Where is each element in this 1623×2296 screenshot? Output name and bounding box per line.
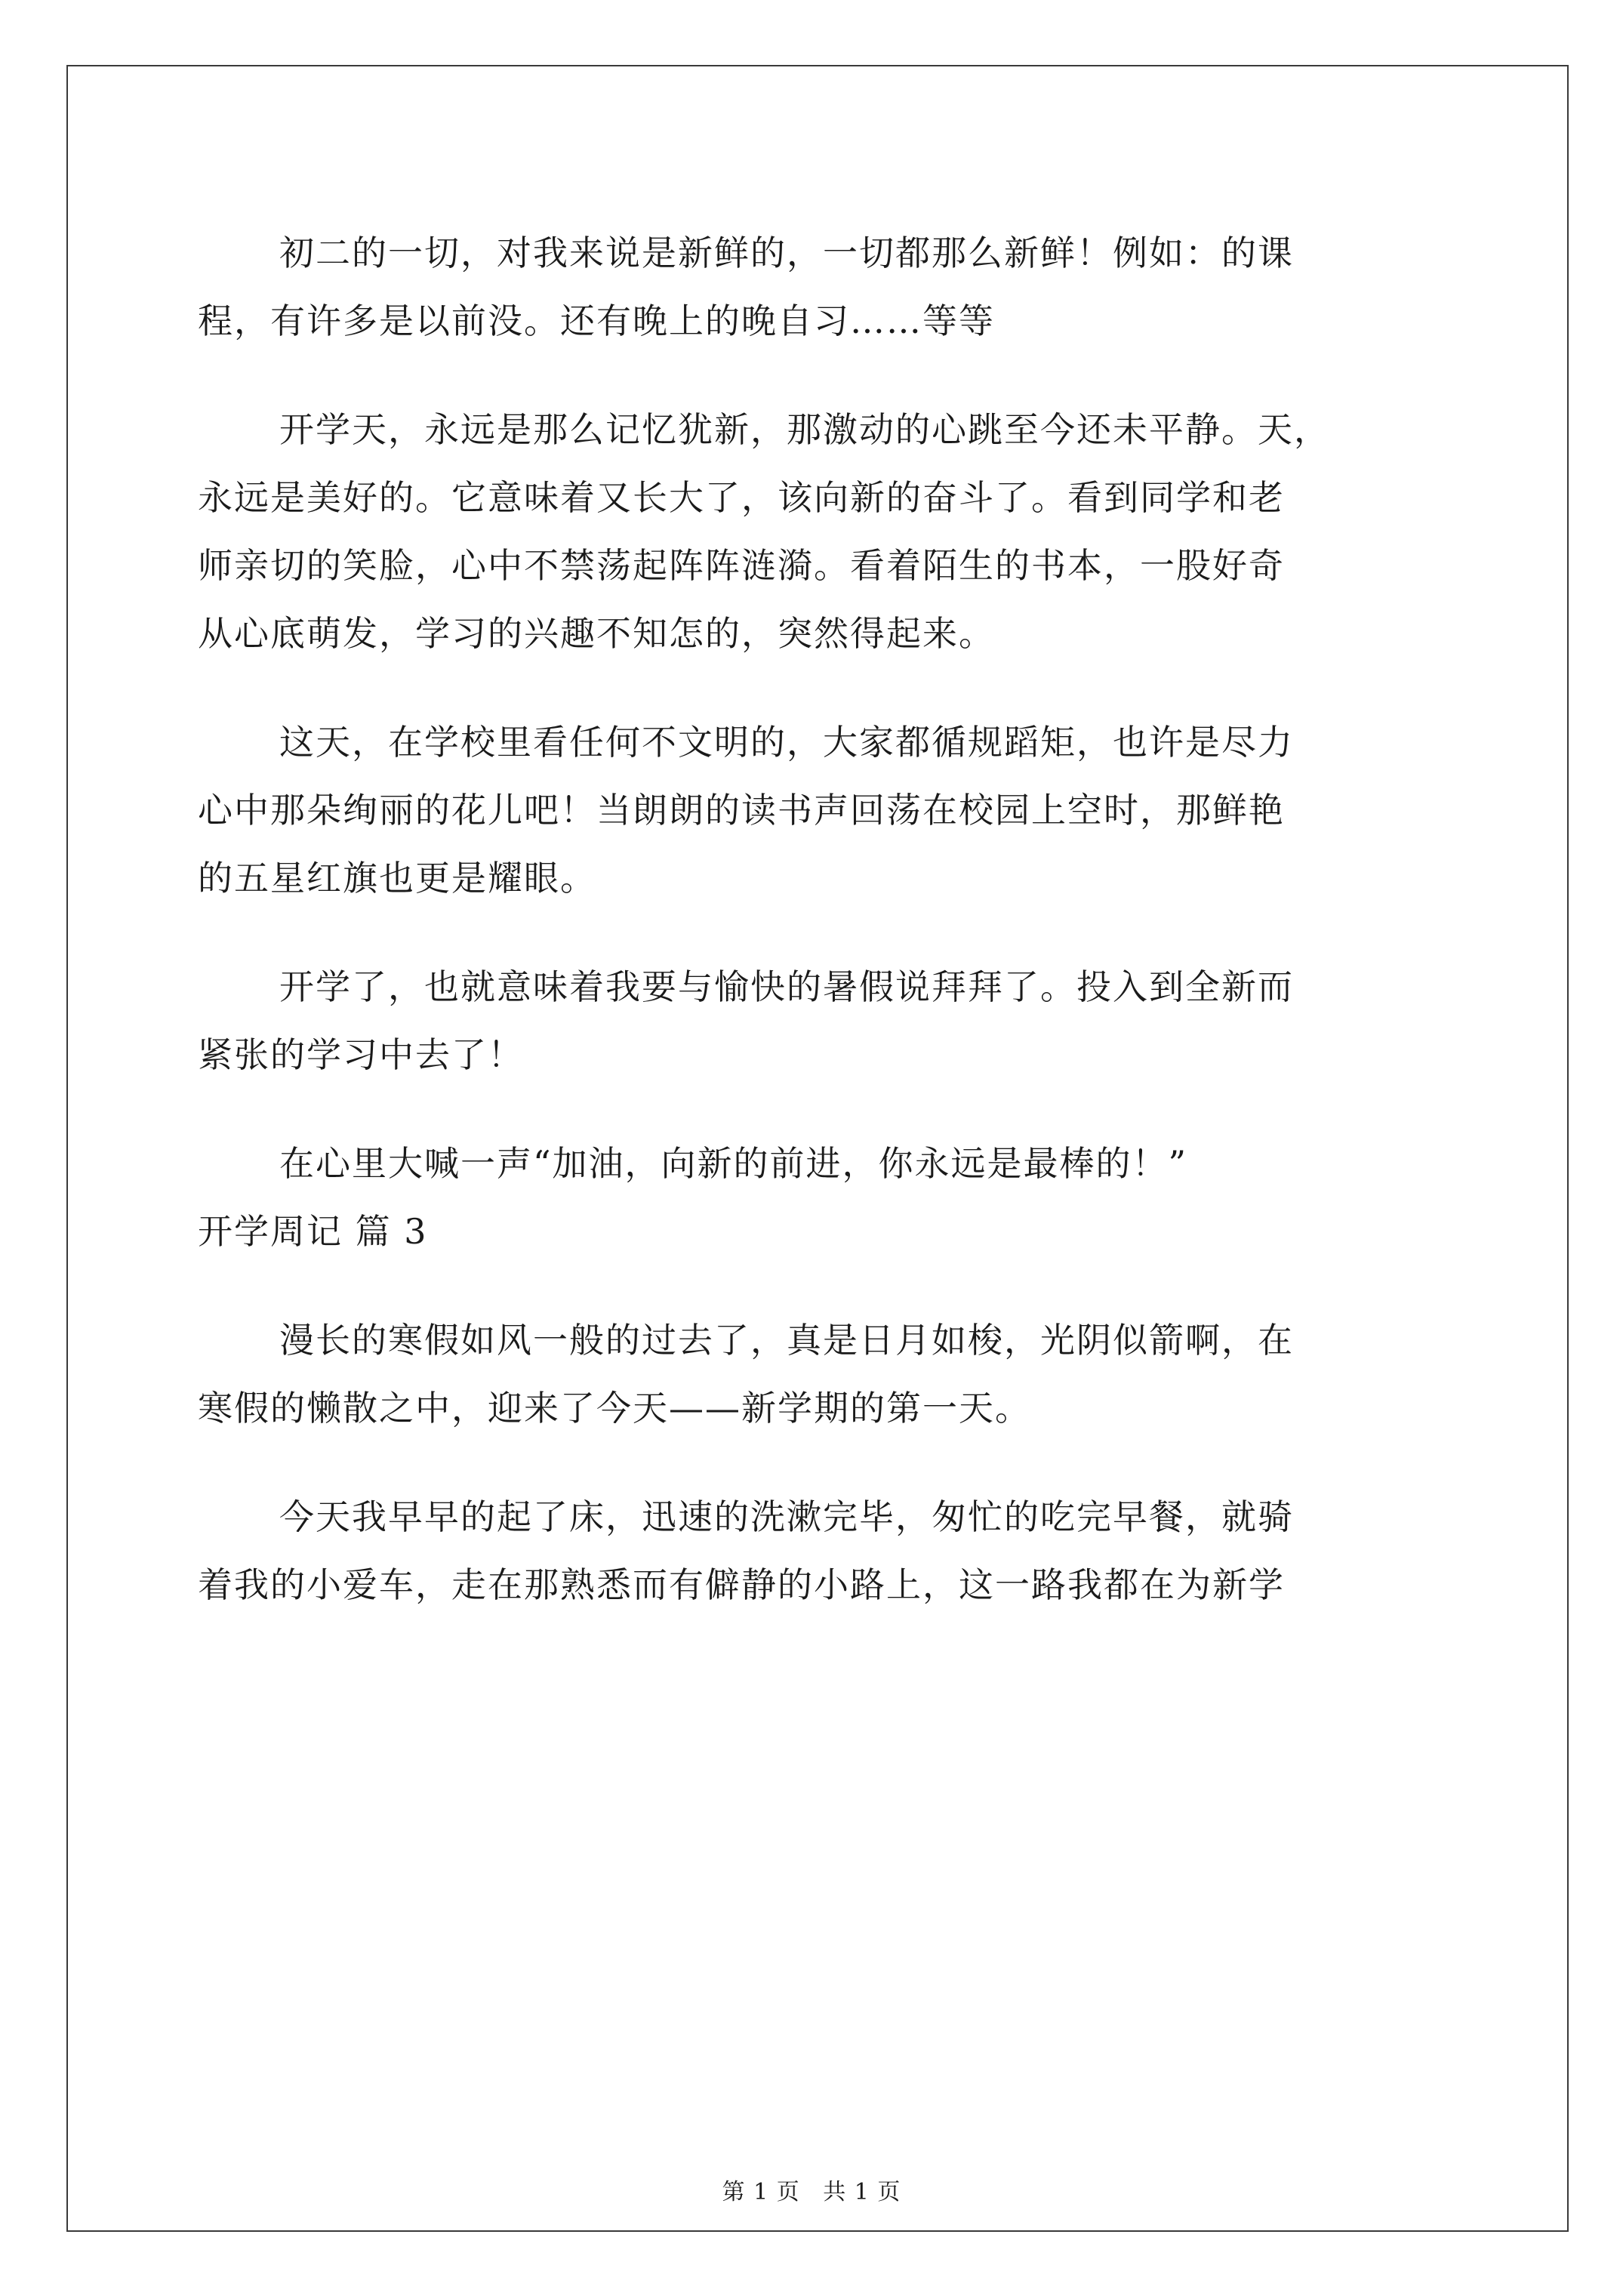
paragraph-2 <box>198 396 1436 667</box>
paragraph-line: 心中那朵绚丽的花儿吧！当朗朗的读书声回荡在校园上空时，那鲜艳 <box>198 790 1285 831</box>
paragraph-line: 初二的一切，对我来说是新鲜的，一切都那么新鲜！例如：的课 <box>279 233 1294 273</box>
paragraph-line: 寒假的懒散之中，迎来了今天——新学期的第一天。 <box>198 1388 1031 1428</box>
paragraph-line: 开学天，永远是那么记忆犹新，那激动的心跳至今还未平静。天， <box>279 409 1330 450</box>
page-total: 共 1 页 <box>823 2179 901 2205</box>
paragraph-line: 程，有许多是以前没。还有晚上的晚自习……等等 <box>198 300 995 341</box>
paragraph-line: 的五星红旗也更是耀眼。 <box>198 858 596 898</box>
paragraph-line: 今天我早早的起了床，迅速的洗漱完毕，匆忙的吃完早餐，就骑 <box>279 1496 1294 1537</box>
document-body <box>198 219 1436 1619</box>
paragraph-5 <box>198 1130 1436 1197</box>
paragraph-line: 永远是美好的。它意味着又长大了，该向新的奋斗了。看到同学和老 <box>198 477 1285 518</box>
paragraph-line: 这天，在学校里看任何不文明的，大家都循规蹈矩，也许是尽力 <box>279 722 1294 763</box>
paragraph-line: 紧张的学习中去了！ <box>198 1034 524 1075</box>
paragraph-line: 着我的小爱车，走在那熟悉而有僻静的小路上，这一路我都在为新学 <box>198 1564 1285 1605</box>
paragraph-line: 师亲切的笑脸，心中不禁荡起阵阵涟漪。看着陌生的书本，一股好奇 <box>198 545 1285 586</box>
paragraph-1 <box>198 219 1436 355</box>
paragraph-line: 漫长的寒假如风一般的过去了，真是日月如梭，光阴似箭啊，在 <box>279 1320 1294 1361</box>
section-title: 开学周记 篇 3 <box>198 1211 428 1252</box>
paragraph-line: 从心底萌发，学习的兴趣不知怎的，突然得起来。 <box>198 613 995 654</box>
page-number: 第 1 页 <box>722 2179 800 2205</box>
paragraph-7 <box>198 1483 1436 1619</box>
paragraph-line: 开学了，也就意味着我要与愉快的暑假说拜拜了。投入到全新而 <box>279 966 1294 1007</box>
paragraph-line: 在心里大喊一声“加油，向新的前进，你永远是最棒的！” <box>279 1143 1188 1184</box>
paragraph-3 <box>198 708 1436 912</box>
page-footer <box>0 2173 1623 2206</box>
paragraph-4 <box>198 953 1436 1089</box>
paragraph-6 <box>198 1306 1436 1442</box>
